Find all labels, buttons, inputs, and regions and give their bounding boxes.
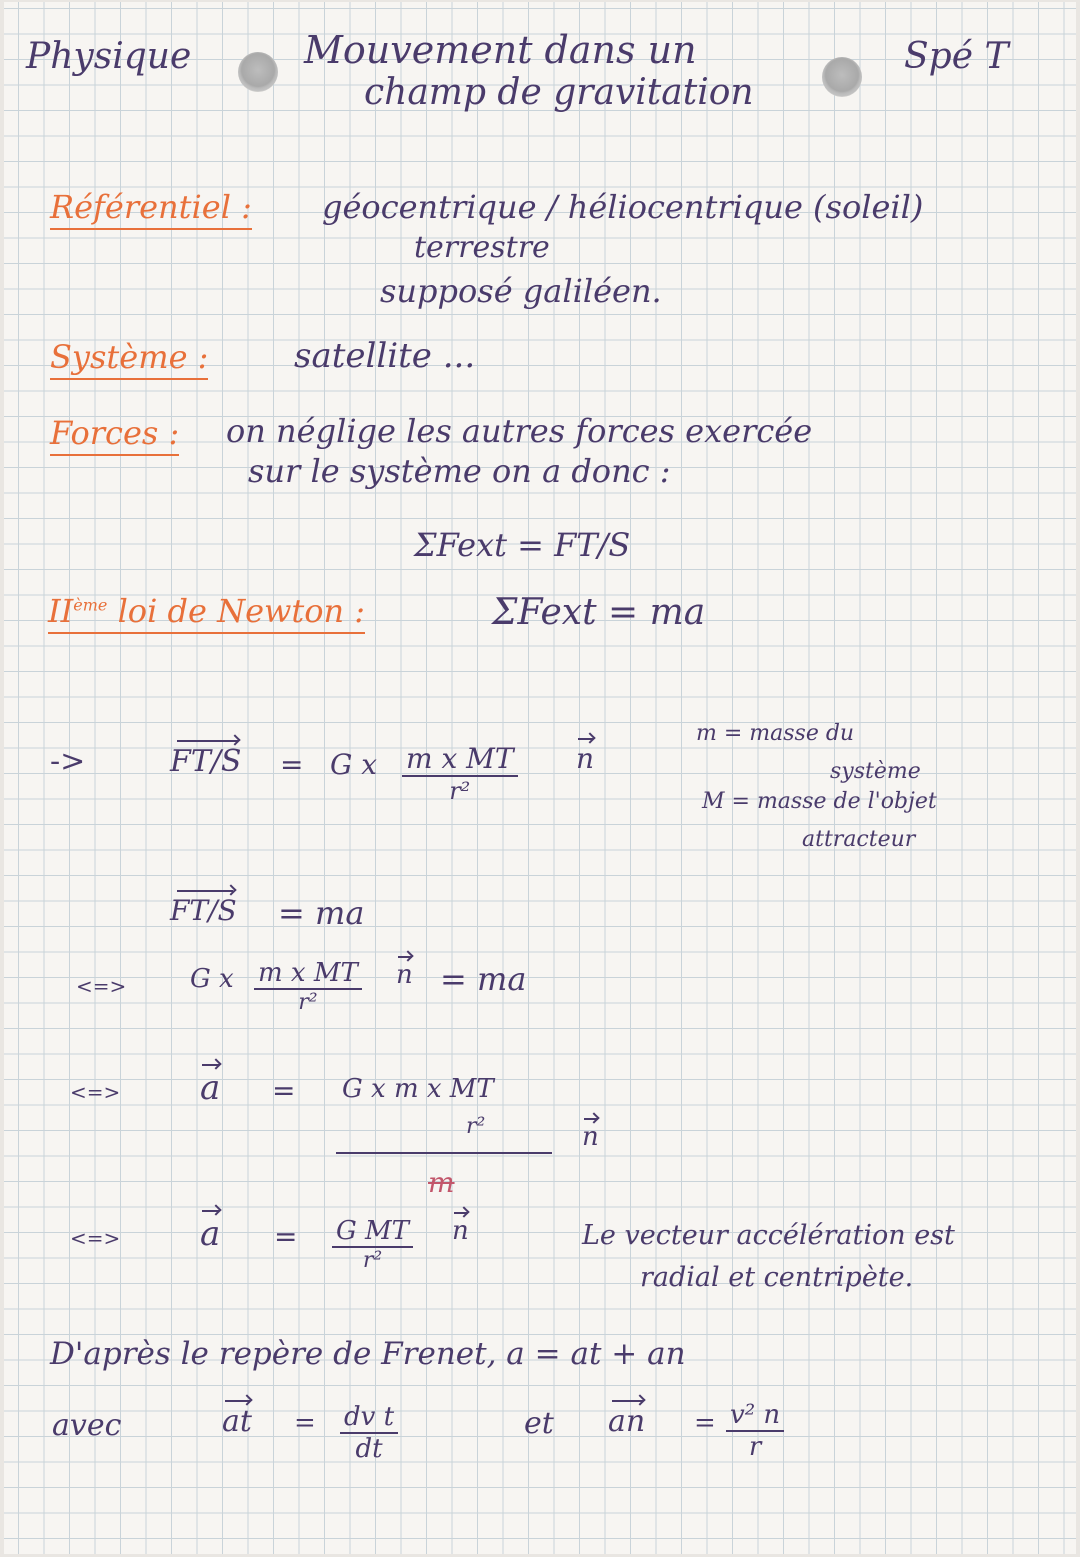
step4-n bbox=[582, 1122, 599, 1152]
newton-label bbox=[48, 592, 365, 634]
forces-label: Forces : bbox=[50, 414, 179, 456]
frenet-v2-fraction bbox=[726, 1400, 784, 1462]
frenet-et: et bbox=[524, 1406, 554, 1441]
n-vector-4: n bbox=[582, 1122, 599, 1152]
newton-equation: ΣFext = ma bbox=[492, 592, 706, 633]
force-vector: FT/S bbox=[170, 744, 242, 779]
frenet-dt: dt bbox=[355, 1434, 383, 1464]
an-vector: an bbox=[608, 1404, 646, 1439]
frenet-dv-fraction bbox=[340, 1402, 398, 1464]
step4-fraction-bar bbox=[336, 1152, 552, 1154]
step1-fraction bbox=[402, 742, 518, 805]
frenet-dv: dv t bbox=[340, 1402, 398, 1434]
step5-denominator: r² bbox=[362, 1248, 383, 1273]
subject-title: Physique bbox=[26, 36, 192, 77]
newton-roman: II bbox=[48, 592, 74, 630]
step5-a bbox=[200, 1214, 220, 1254]
binder-hole-right bbox=[822, 57, 862, 97]
a-vector-4: a bbox=[200, 1068, 221, 1108]
step5-n bbox=[452, 1216, 469, 1246]
step3-n bbox=[396, 960, 413, 990]
newton-sup: ème bbox=[73, 595, 108, 615]
step4-r2: r² bbox=[466, 1114, 486, 1139]
conclusion-line1: Le vecteur accélération est bbox=[582, 1220, 955, 1251]
implies-arrow: -> bbox=[50, 744, 86, 779]
step1-denominator: r² bbox=[449, 777, 471, 805]
n-vector: n bbox=[576, 742, 595, 775]
conclusion-line2: radial et centripète. bbox=[640, 1262, 914, 1293]
referentiel-text1: géocentrique / héliocentrique (soleil) bbox=[322, 188, 924, 226]
forces-line2: sur le système on a donc : bbox=[248, 452, 671, 490]
frenet-at bbox=[222, 1404, 252, 1439]
step5-numerator: G MT bbox=[332, 1216, 413, 1248]
forces-equation: ΣFext = FT/S bbox=[414, 526, 631, 564]
frenet-an bbox=[608, 1404, 645, 1439]
referentiel-label: Référentiel : bbox=[50, 188, 252, 230]
step1-g: G x bbox=[330, 748, 378, 781]
step4-num: G x m x MT bbox=[342, 1074, 494, 1104]
forces-line1: on néglige les autres forces exercée bbox=[226, 412, 813, 450]
equiv-3: <=> bbox=[70, 1226, 121, 1250]
newton-text: loi de Newton : bbox=[117, 592, 366, 630]
equiv-2: <=> bbox=[70, 1080, 121, 1104]
frenet-v2: v² n bbox=[726, 1400, 784, 1432]
notebook-page bbox=[4, 2, 1076, 1554]
step5-equals: = bbox=[274, 1220, 298, 1253]
frenet-r: r bbox=[748, 1432, 762, 1462]
step1-numerator: m x MT bbox=[402, 742, 518, 777]
step1-equals: = bbox=[280, 748, 304, 781]
legend-m-line2: système bbox=[830, 759, 921, 784]
step2-equals: = ma bbox=[278, 894, 365, 932]
referentiel-text3: supposé galiléen. bbox=[380, 272, 662, 310]
step2-force bbox=[170, 894, 237, 927]
legend-M-line2: attracteur bbox=[802, 827, 916, 852]
n-vector-3: n bbox=[396, 960, 413, 990]
force-vector-2: FT/S bbox=[170, 894, 237, 927]
frenet-line: D'après le repère de Frenet, a = at + an bbox=[50, 1336, 686, 1372]
equiv-1: <=> bbox=[76, 974, 127, 998]
level-label: Spé T bbox=[904, 36, 1009, 77]
systeme-label: Système : bbox=[50, 338, 208, 380]
a-vector-5: a bbox=[200, 1214, 221, 1254]
step3-fraction bbox=[254, 958, 362, 1015]
at-vector: at bbox=[222, 1404, 252, 1439]
step5-fraction bbox=[332, 1216, 413, 1273]
chapter-title-line2: champ de gravitation bbox=[364, 72, 754, 113]
frenet-avec: avec bbox=[52, 1408, 122, 1443]
step1-force bbox=[170, 744, 241, 779]
step3-rhs: = ma bbox=[440, 960, 527, 998]
step4-equals: = bbox=[272, 1074, 296, 1107]
frenet-equals-2: = bbox=[694, 1408, 716, 1438]
chapter-title-line1: Mouvement dans un bbox=[304, 28, 697, 72]
n-vector-5: n bbox=[452, 1216, 469, 1246]
binder-hole-left bbox=[238, 52, 278, 92]
frenet-equals-1: = bbox=[294, 1408, 316, 1438]
step3-denominator: r² bbox=[298, 990, 318, 1015]
step1-n bbox=[576, 742, 594, 775]
legend-M-line1: M = masse de l'objet bbox=[702, 789, 937, 814]
legend-m-line1: m = masse du bbox=[696, 721, 855, 746]
systeme-text: satellite ... bbox=[294, 336, 476, 376]
step3-g: G x bbox=[190, 964, 234, 994]
step4-m-crossed: m bbox=[428, 1166, 455, 1199]
step4-a bbox=[200, 1068, 220, 1108]
step3-numerator: m x MT bbox=[254, 958, 362, 990]
referentiel-text2: terrestre bbox=[414, 230, 550, 265]
